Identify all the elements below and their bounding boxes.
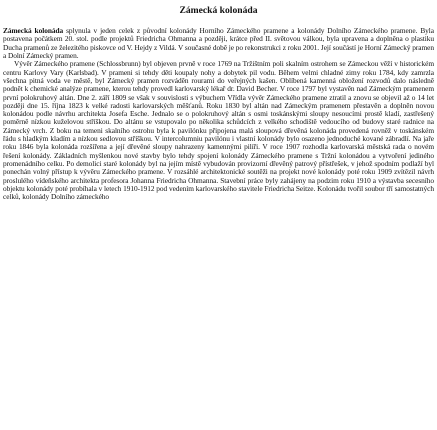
- lead-term: Zámecká kolonáda: [3, 26, 64, 35]
- article: [3, 5, 434, 202]
- paragraph-1-text: splynula v jeden celek z původní kolonády Horního Zámeckého pramene a kolonády Dolního Zámeckého pramene. Byla postavena počátkem 20. stol. podle projektů Friedricha Ohmanna a později, krátce před II. světovou válkou, byla upravena a doplněna o plastiku Ducha pramenů ze železitého piskovce od V. Hejdy z Vildá. V současné době je po rekonstrukci z roku 2001. Její součástí je Horní Zámecký pramen a Dolní Zámecký pramen.: [3, 26, 434, 60]
- paragraph-1: [3, 26, 434, 60]
- paragraph-2: Vývěr Zámeckého pramene (Schlossbrunn) byl objeven prvně v roce 1769 na Tržištním poli skalním ostrohem se Zámeckou věží v historickém centru Karlovy Vary (Karlsbad). V prameni si tehdy děti koupaly nohy a dobytek pil vodu. Během velmi chladné zimy roku 1784, kdy zamrzla všechna pitná voda ve městě, byl Zámecký pramen rozváděn rourami do veřejných kašen. Oblíbená kamenná obložení rozvodů dalo následně podnět k chemické analýze pramene, kterou tehdy provedl karlovarský lékař dr. David Becher. V roce 1797 byl vystavěn nad Zámeckým pramenem první polokruhový altán. Dne 2. září 1809 se však v souvislosti s výbuchem Vřídla vývěr Zámeckého pramene ztratil a znovu se objevil až o 14 let později dne 15. října 1823 k velké radosti karlovarských měšťanů. Roku 1830 byl altán nad Zámeckým pramenem přestavěn a doplněn novou kolonádou podle návrhu architekta Josefa Esche. Jednalo se o polokruhový altán s osmi toskánskými sloupy nesoucími prostě kladí, zastřešený poměrně nízkou kuželovou stříškou. Do altánu se vstupovalo po několika schůdcích z velkého schodiště vedoucího od budovy staré radnice na Zámecký vrch. Z boku na temeni skalního ostrohu byla k pavilónku připojena malá sloupová dřevěná kolonáda provedená rovněž v toskánském řádu s hladkým kladím a nízkou sedlovou stříškou. V intercolumniu pavilónu i vlastní kolonády bylo osazeno jednoduché kované zábradlí. Na jaře roku 1846 byla kolonáda rozšířena a její dřevěné sloupy nahrazeny kamennými pilíři. V roce 1907 rozhodla karlovarská městská rada o novém řešení kolonády. Základních myšlenkou nové stavby bylo tehdy spojení kolonády Zámeckého pramene s Tržní kolonádou a vytvoření jediného promenádního celku. Po demolici staré kolonády byl na jejím místě vybudován provizorní dřevěný patrový přístřešek, v jehož spodním podlaží byl ponechán volný přístup k vývěru Zámeckého pramene. V rozsáhlé architektonické soutěži na projekt nové kolonády poté roku 1909 zvítězil návrh proslulého vídeňského architekta profesora Johanna Friedricha Ohmanna. Stavební práce byly zahájeny na podzim roku 1910 a výstavba secesního objektu kolonády poté probíhala v letech 1910-1912 pod vedením karlovarského stavitele Friedricha Seitze. Kolonádu tvořil soubor tří samostatných celků, kolonády Dolního zámeckého: [3, 59, 434, 202]
- article-title: Zámecká kolonáda: [179, 5, 258, 16]
- article-body: [3, 27, 434, 202]
